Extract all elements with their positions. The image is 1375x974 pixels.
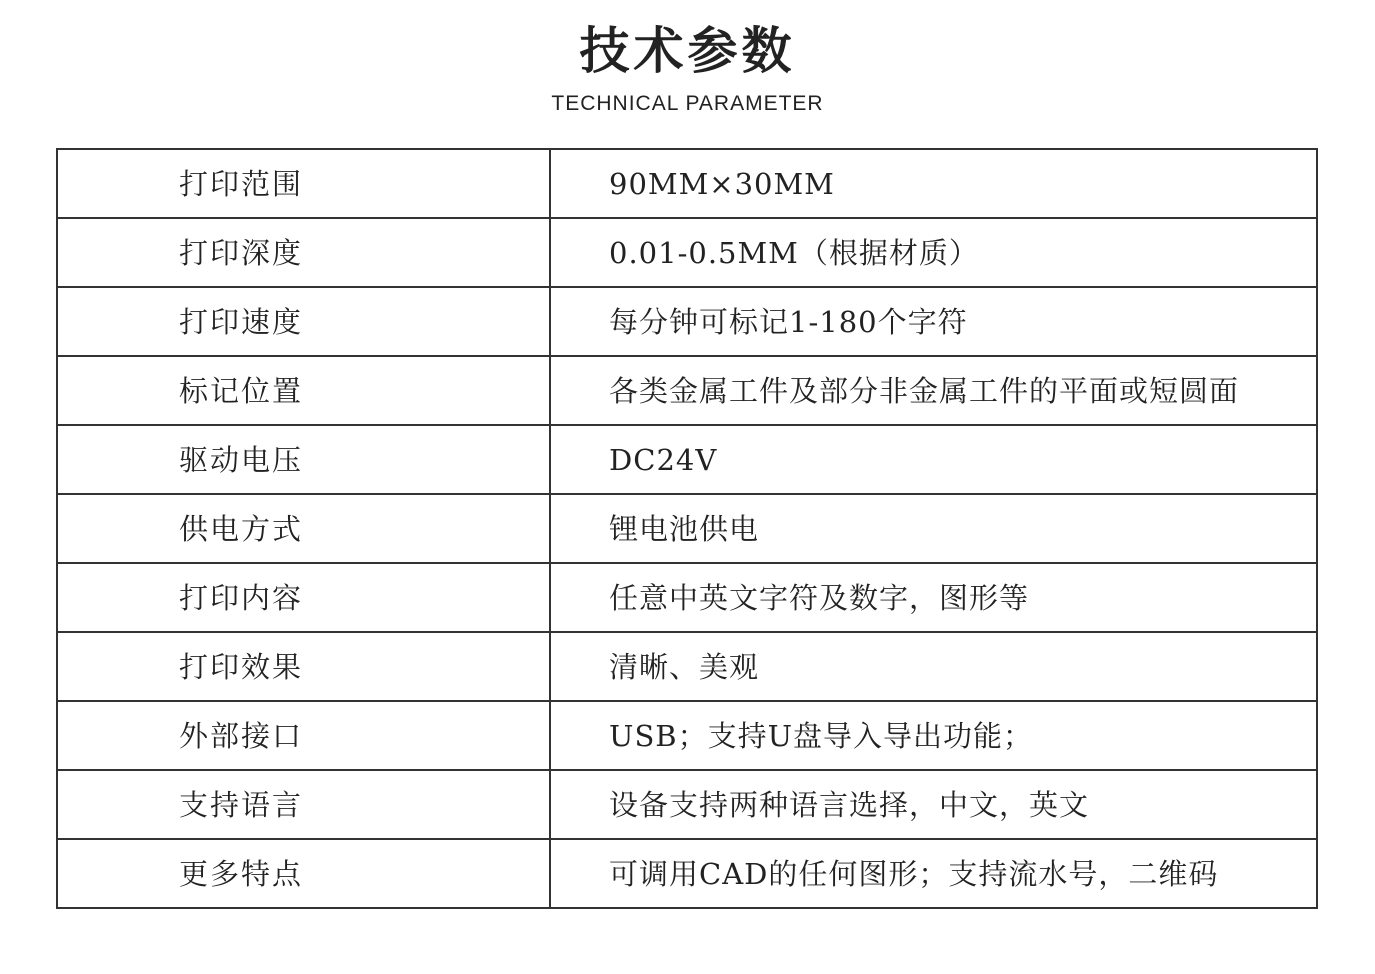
- spec-label: 打印速度: [57, 287, 550, 356]
- spec-label: 打印深度: [57, 218, 550, 287]
- spec-label: 标记位置: [57, 356, 550, 425]
- table-row: [57, 632, 1317, 701]
- spec-label: 外部接口: [57, 701, 550, 770]
- table-row: [57, 356, 1317, 425]
- page-header: [0, 18, 1375, 118]
- table-row: [57, 770, 1317, 839]
- table-row: [57, 287, 1317, 356]
- table-row: [57, 839, 1317, 908]
- spec-value: 任意中英文字符及数字，图形等: [550, 563, 1317, 632]
- spec-label: 驱动电压: [57, 425, 550, 494]
- spec-value: 可调用CAD的任何图形；支持流水号，二维码: [550, 839, 1317, 908]
- spec-value: 各类金属工件及部分非金属工件的平面或短圆面: [550, 356, 1317, 425]
- table-row: [57, 563, 1317, 632]
- spec-label: 支持语言: [57, 770, 550, 839]
- table-row: [57, 494, 1317, 563]
- spec-label: 供电方式: [57, 494, 550, 563]
- table-row: [57, 218, 1317, 287]
- spec-table: [56, 148, 1318, 909]
- page-title: 技术参数: [579, 21, 796, 80]
- spec-value: 清晰、美观: [550, 632, 1317, 701]
- page-subtitle: TECHNICAL PARAMETER: [551, 92, 824, 115]
- spec-label: 打印范围: [57, 149, 550, 218]
- spec-value: 设备支持两种语言选择，中文，英文: [550, 770, 1317, 839]
- spec-label: 更多特点: [57, 839, 550, 908]
- spec-label: 打印效果: [57, 632, 550, 701]
- spec-value: 90MM×30MM: [550, 149, 1317, 218]
- spec-value: 锂电池供电: [550, 494, 1317, 563]
- spec-label: 打印内容: [57, 563, 550, 632]
- table-row: [57, 701, 1317, 770]
- spec-value: 0.01-0.5MM（根据材质）: [550, 218, 1317, 287]
- table-row: [57, 149, 1317, 218]
- spec-value: DC24V: [550, 425, 1317, 494]
- spec-value: USB；支持U盘导入导出功能；: [550, 701, 1317, 770]
- table-row: [57, 425, 1317, 494]
- spec-value: 每分钟可标记1-180个字符: [550, 287, 1317, 356]
